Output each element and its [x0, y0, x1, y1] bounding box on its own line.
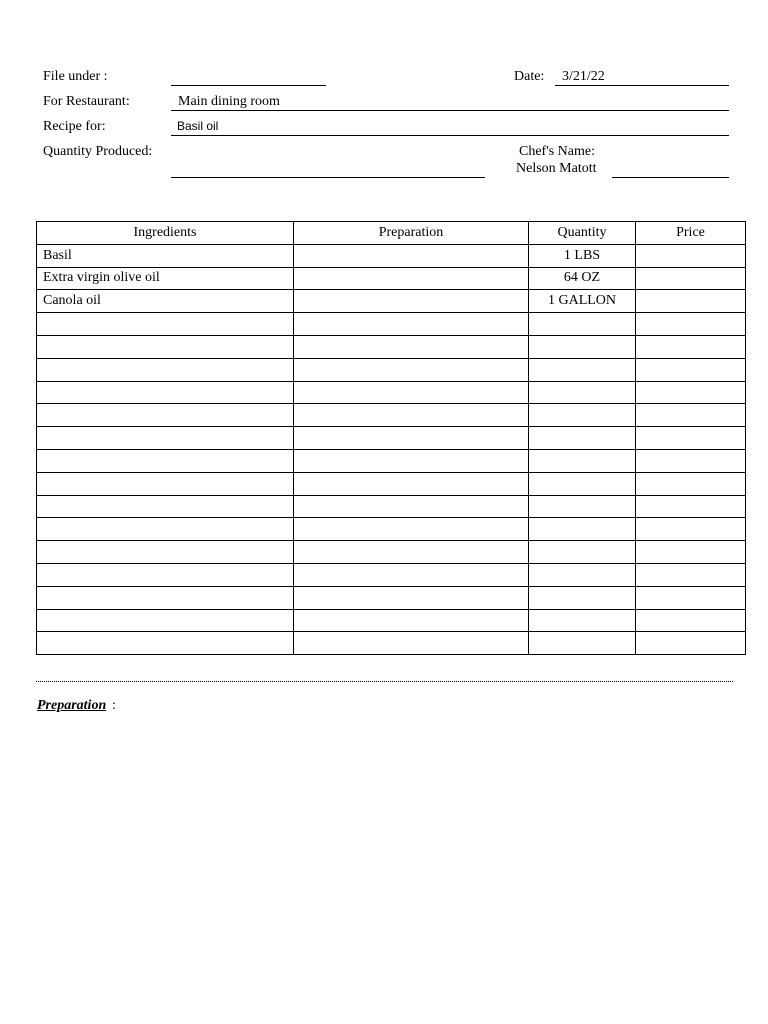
quantity-produced-label: Quantity Produced: — [43, 144, 153, 159]
section-divider — [36, 681, 733, 682]
table-row — [37, 267, 746, 290]
ingredients-header: Ingredients — [37, 222, 294, 245]
ingredients-table — [36, 221, 746, 655]
date-value[interactable]: 3/21/22 — [562, 69, 605, 84]
preparation-cell[interactable] — [294, 632, 529, 655]
price-cell[interactable] — [636, 541, 746, 564]
price-cell[interactable] — [636, 290, 746, 313]
chef-name-label: Chef's Name: — [519, 144, 596, 159]
price-cell[interactable] — [636, 427, 746, 450]
price-cell[interactable] — [636, 358, 746, 381]
preparation-cell[interactable] — [294, 404, 529, 427]
ingredient-cell[interactable] — [37, 449, 294, 472]
restaurant-line — [171, 110, 729, 111]
quantity-cell[interactable] — [529, 404, 636, 427]
file-under-line — [171, 85, 326, 86]
quantity-cell[interactable] — [529, 358, 636, 381]
quantity-cell[interactable]: 1 LBS — [529, 244, 636, 267]
price-cell[interactable] — [636, 472, 746, 495]
table-row — [37, 404, 746, 427]
price-cell[interactable] — [636, 404, 746, 427]
table-row — [37, 313, 746, 336]
table-row — [37, 427, 746, 450]
price-cell[interactable] — [636, 586, 746, 609]
ingredient-cell[interactable] — [37, 632, 294, 655]
ingredient-cell[interactable] — [37, 381, 294, 404]
price-cell[interactable] — [636, 244, 746, 267]
chef-name-line — [612, 177, 729, 178]
price-cell[interactable] — [636, 313, 746, 336]
ingredient-cell[interactable]: Extra virgin olive oil — [37, 267, 294, 290]
ingredient-cell[interactable] — [37, 495, 294, 518]
quantity-header: Quantity — [529, 222, 636, 245]
quantity-cell[interactable] — [529, 518, 636, 541]
ingredient-cell[interactable]: Canola oil — [37, 290, 294, 313]
preparation-cell[interactable] — [294, 244, 529, 267]
preparation-cell[interactable] — [294, 518, 529, 541]
price-cell[interactable] — [636, 563, 746, 586]
preparation-header: Preparation — [294, 222, 529, 245]
preparation-cell[interactable] — [294, 267, 529, 290]
table-row — [37, 563, 746, 586]
preparation-heading-colon: : — [112, 698, 116, 713]
table-row — [37, 335, 746, 358]
recipe-line — [171, 135, 729, 136]
date-label: Date: — [514, 69, 545, 84]
price-cell[interactable] — [636, 609, 746, 632]
quantity-cell[interactable] — [529, 313, 636, 336]
ingredient-cell[interactable] — [37, 427, 294, 450]
preparation-cell[interactable] — [294, 381, 529, 404]
price-cell[interactable] — [636, 632, 746, 655]
price-header: Price — [636, 222, 746, 245]
preparation-heading: Preparation — [37, 698, 107, 713]
ingredient-cell[interactable] — [37, 404, 294, 427]
quantity-cell[interactable] — [529, 632, 636, 655]
price-cell[interactable] — [636, 495, 746, 518]
preparation-cell[interactable] — [294, 427, 529, 450]
quantity-cell[interactable]: 1 GALLON — [529, 290, 636, 313]
quantity-cell[interactable]: 64 OZ — [529, 267, 636, 290]
table-row — [37, 244, 746, 267]
file-under-label: File under : — [43, 69, 108, 84]
table-row — [37, 358, 746, 381]
quantity-cell[interactable] — [529, 381, 636, 404]
recipe-value[interactable]: Basil oil — [177, 119, 219, 133]
quantity-cell[interactable] — [529, 586, 636, 609]
table-row — [37, 632, 746, 655]
table-row — [37, 381, 746, 404]
price-cell[interactable] — [636, 381, 746, 404]
ingredient-cell[interactable] — [37, 358, 294, 381]
ingredient-cell[interactable] — [37, 313, 294, 336]
quantity-cell[interactable] — [529, 563, 636, 586]
ingredient-cell[interactable]: Basil — [37, 244, 294, 267]
quantity-cell[interactable] — [529, 495, 636, 518]
ingredient-cell[interactable] — [37, 518, 294, 541]
table-row — [37, 609, 746, 632]
preparation-cell[interactable] — [294, 335, 529, 358]
preparation-cell[interactable] — [294, 495, 529, 518]
preparation-cell[interactable] — [294, 472, 529, 495]
chef-name-value[interactable]: Nelson Matott — [516, 161, 597, 176]
preparation-cell[interactable] — [294, 358, 529, 381]
ingredient-cell[interactable] — [37, 586, 294, 609]
preparation-cell[interactable] — [294, 313, 529, 336]
table-row — [37, 586, 746, 609]
table-row — [37, 472, 746, 495]
price-cell[interactable] — [636, 518, 746, 541]
restaurant-value[interactable]: Main dining room — [178, 94, 280, 109]
table-row — [37, 495, 746, 518]
table-row — [37, 290, 746, 313]
ingredient-cell[interactable] — [37, 609, 294, 632]
price-cell[interactable] — [636, 267, 746, 290]
table-row — [37, 541, 746, 564]
quantity-cell[interactable] — [529, 427, 636, 450]
preparation-cell[interactable] — [294, 449, 529, 472]
preparation-cell[interactable] — [294, 586, 529, 609]
recipe-label: Recipe for: — [43, 119, 106, 134]
table-row — [37, 449, 746, 472]
quantity-cell[interactable] — [529, 609, 636, 632]
preparation-cell[interactable] — [294, 290, 529, 313]
preparation-cell[interactable] — [294, 541, 529, 564]
price-cell[interactable] — [636, 335, 746, 358]
ingredient-cell[interactable] — [37, 335, 294, 358]
table-row — [37, 518, 746, 541]
ingredient-cell[interactable] — [37, 563, 294, 586]
quantity-cell[interactable] — [529, 472, 636, 495]
quantity-cell[interactable] — [529, 335, 636, 358]
restaurant-label: For Restaurant: — [43, 94, 130, 109]
preparation-cell[interactable] — [294, 563, 529, 586]
date-line — [555, 85, 729, 86]
ingredient-cell[interactable] — [37, 541, 294, 564]
price-cell[interactable] — [636, 449, 746, 472]
quantity-produced-line — [171, 177, 485, 178]
ingredients-table-body — [37, 244, 746, 654]
quantity-cell[interactable] — [529, 449, 636, 472]
ingredient-cell[interactable] — [37, 472, 294, 495]
preparation-cell[interactable] — [294, 609, 529, 632]
table-header-row — [37, 222, 746, 245]
quantity-cell[interactable] — [529, 541, 636, 564]
